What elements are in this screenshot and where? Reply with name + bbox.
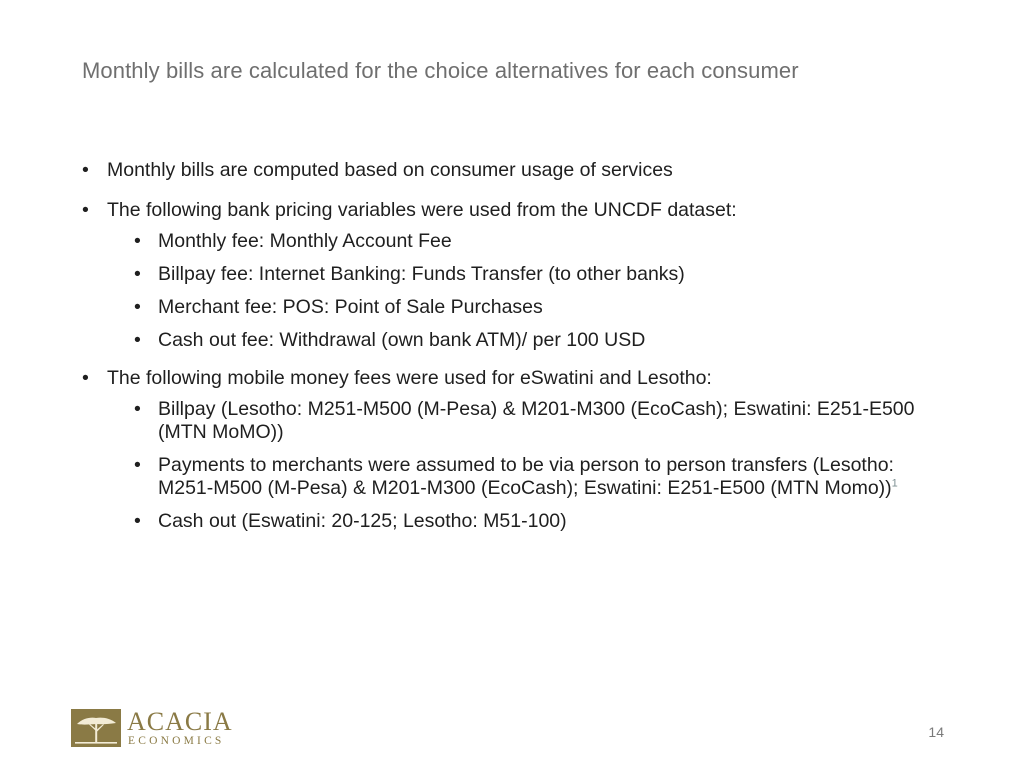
- sub-bullet-item: [107, 296, 952, 319]
- sub-bullet-text: Cash out (Eswatini: 20-125; Lesotho: M51-100): [158, 510, 567, 532]
- bullet-icon: •: [134, 398, 141, 420]
- sub-bullet-item: [107, 329, 952, 352]
- bullet-icon: •: [134, 296, 141, 318]
- bullet-icon: •: [82, 367, 89, 389]
- sub-bullet-list: [107, 398, 952, 533]
- sub-bullet-text: Monthly fee: Monthly Account Fee: [158, 230, 452, 252]
- bullet-list: [82, 157, 952, 543]
- bullet-icon: •: [134, 263, 141, 285]
- sub-bullet-item: [107, 263, 952, 286]
- company-logo: [71, 709, 241, 749]
- bullet-text: The following mobile money fees were used for eSwatini and Lesotho:: [107, 367, 712, 389]
- bullet-icon: •: [134, 230, 141, 252]
- logo-subtitle: ECONOMICS: [128, 735, 225, 747]
- sub-bullet-item: [107, 454, 952, 500]
- sub-bullet-item: [107, 398, 952, 444]
- bullet-item: [82, 157, 952, 184]
- bullet-item: [82, 197, 952, 352]
- sub-bullet-text: Billpay fee: Internet Banking: Funds Transfer (to other banks): [158, 263, 685, 285]
- footnote-marker: 1: [891, 477, 898, 490]
- sub-bullet-text: Merchant fee: POS: Point of Sale Purchases: [158, 296, 543, 318]
- slide-title: Monthly bills are calculated for the choice alternatives for each consumer: [82, 58, 799, 83]
- sub-bullet-text: Cash out fee: Withdrawal (own bank ATM)/ per 100 USD: [158, 329, 646, 351]
- sub-bullet-item: [107, 230, 952, 253]
- sub-bullet-text: Billpay (Lesotho: M251-M500 (M-Pesa) & M201-M300 (EcoCash); Eswatini: E251-E500 (MTN MoMO)): [158, 398, 915, 443]
- bullet-item: [82, 365, 952, 533]
- bullet-text: The following bank pricing variables were used from the UNCDF dataset:: [107, 199, 737, 221]
- bullet-icon: •: [134, 329, 141, 351]
- page-number: 14: [928, 724, 944, 740]
- logo-name: ACACIA: [127, 707, 233, 736]
- bullet-icon: •: [82, 159, 89, 181]
- acacia-tree-icon: [71, 709, 121, 747]
- sub-bullet-text: Payments to merchants were assumed to be via person to person transfers (Lesotho: M251-M500 (M-Pesa) & M201-M300 (EcoCash); Eswatini: E251-E500 (MTN Momo)): [158, 454, 894, 499]
- sub-bullet-item: [107, 510, 952, 533]
- bullet-icon: •: [134, 454, 141, 476]
- sub-bullet-list: [107, 230, 952, 352]
- bullet-text: Monthly bills are computed based on consumer usage of services: [107, 159, 673, 181]
- bullet-icon: •: [82, 199, 89, 221]
- bullet-icon: •: [134, 510, 141, 532]
